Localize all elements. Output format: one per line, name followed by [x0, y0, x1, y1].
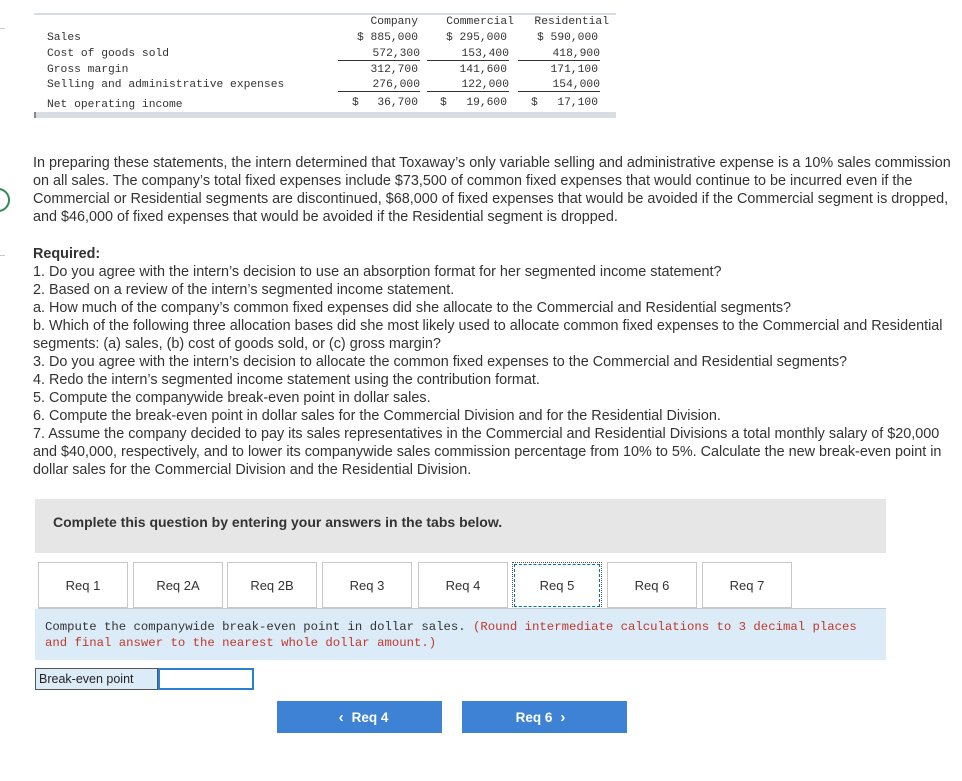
next-req-button[interactable] [462, 701, 627, 733]
cell-value: 276,000 [338, 79, 420, 92]
currency-symbol: $ [440, 97, 447, 109]
required-item: 6. Compute the break-even point in dollar sales for the Commercial Division and for the Residential Division. [33, 408, 721, 424]
banner-text: Complete this question by entering your answers in the tabs below. [53, 514, 503, 530]
currency-symbol: $ [352, 97, 359, 109]
cell-value: $ 885,000 [356, 32, 418, 44]
cell-value: 36,700 [377, 97, 418, 109]
currency-symbol: $ [531, 97, 538, 109]
cell-value: 312,700 [370, 64, 418, 76]
chevron-left-icon: ‹ [338, 708, 344, 726]
edge-divider [0, 28, 5, 29]
cell-value: 418,900 [518, 48, 600, 61]
required-item: 4. Redo the intern’s segmented income statement using the contribution format. [33, 372, 540, 388]
required-section [33, 245, 958, 479]
table-top-border [34, 13, 616, 15]
prev-req-label: Req 4 [351, 709, 389, 725]
tab-req-2b[interactable]: Req 2B [227, 562, 317, 608]
tab-req-7[interactable]: Req 7 [702, 562, 792, 608]
required-item: a. How much of the company’s common fixed expenses did she allocate to the Commercial and Residential segments? [33, 300, 792, 316]
required-item: 7. Assume the company decided to pay its sales representatives in the Commercial and Residential Divisions a total monthly salary of $20,000 and $40,000, respectively, and to lower its companywide sales commission percentage from 10% to 5%. Calculate the new break-even point in dollar sales for the Commercial Division and the Residential Division. [33, 426, 942, 478]
segmented-income-statement [34, 13, 616, 118]
chevron-right-icon: › [560, 708, 566, 726]
required-heading: Required: [33, 246, 101, 262]
prev-req-button[interactable] [277, 701, 442, 733]
row-label-selling-admin: Selling and administrative expenses [47, 79, 285, 91]
tab-req-6[interactable]: Req 6 [607, 562, 697, 608]
cell-value: 17,100 [557, 97, 598, 109]
row-label-gross-margin: Gross margin [47, 64, 129, 76]
cell-value: $ 590,000 [536, 32, 598, 44]
rounding-note: (Round intermediate calculations to 3 decimal places and final answer to the nearest whole dollar amount.) [45, 620, 857, 650]
instructions-banner [35, 499, 886, 553]
tab-req-5[interactable]: Req 5 [512, 562, 602, 609]
cell-value: 154,000 [518, 79, 600, 92]
tab-req-2a[interactable]: Req 2A [133, 562, 223, 608]
cell-value: 141,600 [459, 64, 507, 76]
cell-value: 19,600 [466, 97, 507, 109]
requirement-tabs [38, 562, 886, 608]
edge-circle-icon [0, 188, 10, 212]
cell-value: $ 295,000 [445, 32, 507, 44]
instruction-panel [35, 609, 886, 660]
cell-value: 153,400 [427, 48, 509, 61]
edge-divider [0, 255, 5, 256]
cell-value: 122,000 [427, 79, 509, 92]
cell-value: 171,100 [550, 64, 598, 76]
cell-value: 572,300 [338, 48, 420, 61]
row-label-cogs: Cost of goods sold [47, 48, 170, 60]
required-item: 5. Compute the companywide break-even point in dollar sales. [33, 390, 431, 406]
tab-req-3[interactable]: Req 3 [322, 562, 412, 608]
column-header-commercial: Commercial [446, 16, 514, 28]
table-bottom-border [34, 112, 616, 118]
row-label-sales: Sales [47, 32, 81, 44]
required-item: 2. Based on a review of the intern’s segmented income statement. [33, 282, 455, 298]
break-even-input[interactable] [158, 668, 254, 690]
required-item: 1. Do you agree with the intern’s decision to use an absorption format for her segmented income statement? [33, 264, 722, 280]
tab-req-4[interactable]: Req 4 [418, 562, 508, 608]
row-label-net-operating-income: Net operating income [47, 99, 183, 111]
column-header-residential: Residential [534, 16, 609, 28]
column-header-company: Company [370, 16, 418, 28]
required-item: 3. Do you agree with the intern’s decision to allocate the common fixed expenses to the Commercial and Residential segments? [33, 354, 848, 370]
intro-paragraph: In preparing these statements, the intern determined that Toxaway’s only variable selling and administrative expense is a 10% sales commission on all sales. The company’s total fixed expenses include $73,500 of common fixed expenses that would continue to be incurred even if the Commercial or Residential segments are discontinued, $68,000 of fixed expenses that would be avoided if the Commercial segment is dropped, and $46,000 of fixed expenses that would be avoided if the Residential segment is dropped. [33, 155, 951, 225]
required-item: b. Which of the following three allocation bases did she most likely used to allocate common fixed expenses to the Commercial and Residential segments: (a) sales, (b) cost of goods sold, or (c) gross margin? [33, 318, 943, 352]
tab-req-1[interactable]: Req 1 [38, 562, 128, 608]
break-even-label: Break-even point [35, 668, 158, 690]
next-req-label: Req 6 [515, 709, 553, 725]
instruction-text: Compute the companywide break-even point in dollar sales. [45, 620, 466, 634]
